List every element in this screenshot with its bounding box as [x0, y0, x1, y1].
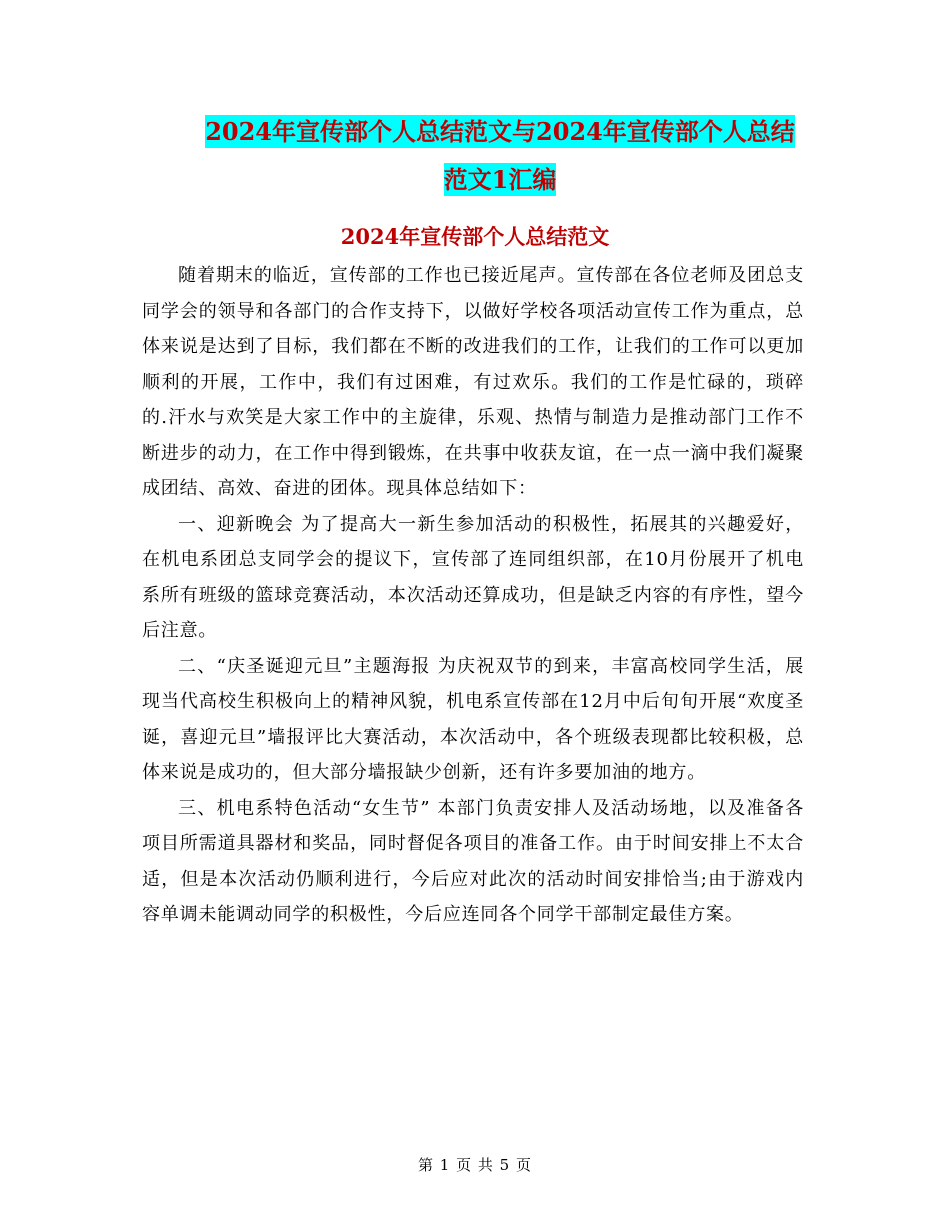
paragraph-item-2: 二、“庆圣诞迎元旦”主题海报 为庆祝双节的到来，丰富高校同学生活，展现当代高校生积极向上的精神风貌，机电系宣传部在12月中后旬旬开展“欢度圣诞，喜迎元旦”墙报评比大赛活动，本次活动中，各个班级表现都比较积极，总体来说是成功的，但大部分墙报缺少创新，还有许多要加油的地方。: [142, 655, 804, 783]
document-body: [142, 258, 804, 933]
page-footer: [0, 1154, 950, 1175]
paragraph-item-1: 一、迎新晚会 为了提高大一新生参加活动的积极性，拓展其的兴趣爱好，在机电系团总支同学会的提议下，宣传部了连同组织部，在10月份展开了机电系所有班级的篮球竞赛活动，本次活动还算成功，但是缺乏内容的有序性，望今后注意。: [142, 513, 804, 641]
document-title-line2: 范文1汇编: [443, 165, 557, 194]
page-number: 第 1 页 共 5 页: [418, 1156, 532, 1174]
document-title: [140, 108, 860, 204]
paragraph-item-3: 三、机电系特色活动“女生节” 本部门负责安排人及活动场地，以及准备各项目所需道具器材和奖品，同时督促各项目的准备工作。由于时间安排上不太合适，但是本次活动仍顺利进行，今后应对此次的活动时间安排恰当;由于游戏内容单调未能调动同学的积极性，今后应连同各个同学干部制定最佳方案。: [142, 797, 804, 925]
document-title-line1: 2024年宣传部个人总结范文与2024年宣传部个人总结: [205, 117, 795, 146]
section-title: 2024年宣传部个人总结范文: [340, 224, 610, 249]
paragraph-intro: 随着期末的临近，宣传部的工作也已接近尾声。宣传部在各位老师及团总支同学会的领导和各部门的合作支持下，以做好学校各项活动宣传工作为重点，总体来说是达到了目标，我们都在不断的改进我们的工作，让我们的工作可以更加顺利的开展，工作中，我们有过困难，有过欢乐。我们的工作是忙碌的，琐碎的.汗水与欢笑是大家工作中的主旋律，乐观、热情与制造力是推动部门工作不断进步的动力，在工作中得到锻炼，在共事中收获友谊，在一点一滴中我们凝聚成团结、高效、奋进的团体。现具体总结如下：: [142, 265, 804, 499]
